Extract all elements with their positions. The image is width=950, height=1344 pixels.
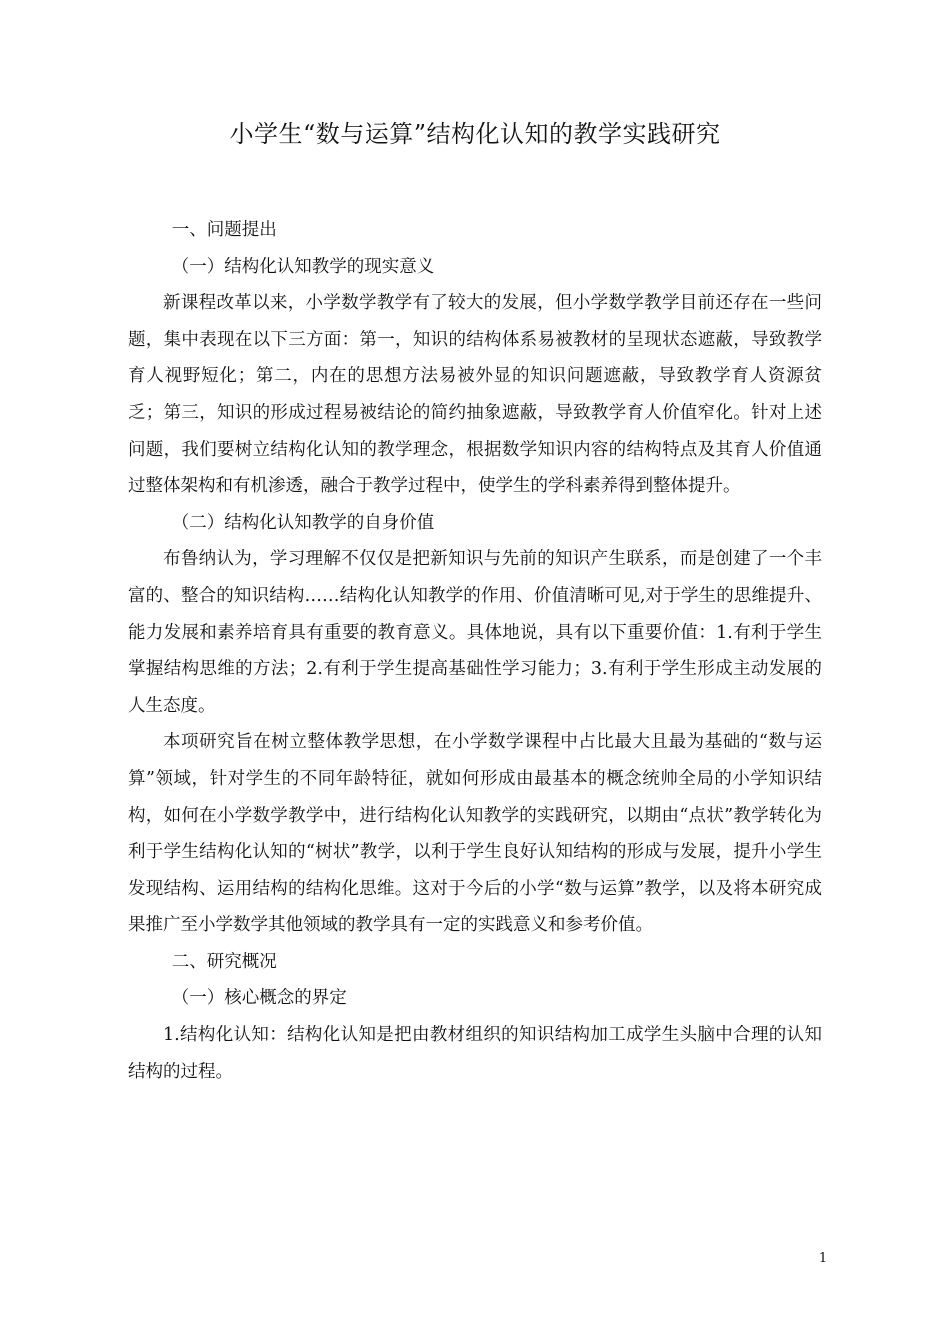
paragraph: 新课程改革以来，小学数学教学有了较大的发展，但小学数学教学目前还存在一些问题，集中表现在以下三方面：第一，知识的结构体系易被教材的呈现状态遮蔽，导致教学育人视野短化；第二，内在的思想方法易被外显的知识问题遮蔽，导致教学育人资源贫乏；第三，知识的形成过程易被结论的简约抽象遮蔽，导致教学育人价值窄化。针对上述问题，我们要树立结构化认知的教学理念，根据数学知识内容的结构特点及其育人价值通过整体架构和有机渗透，融合于教学过程中，使学生的学科素养得到整体提升。 bbox=[128, 293, 822, 497]
document-title: 小学生“数与运算”结构化认知的教学实践研究 bbox=[229, 120, 721, 148]
subsection-heading: （一）核心概念的界定 bbox=[171, 988, 347, 1009]
paragraph: 1.结构化认知：结构化认知是把由教材组织的知识结构加工成学生头脑中合理的认知结构的过程。 bbox=[128, 1025, 822, 1082]
page-number: 1 bbox=[818, 1251, 828, 1266]
section-heading: 二、研究概况 bbox=[171, 951, 277, 972]
paragraph: 本项研究旨在树立整体教学思想，在小学数学课程中占比最大且最为基础的“数与运算”领域，针对学生的不同年龄特征，就如何形成由最基本的概念统帅全局的小学知识结构，如何在小学数学教学中，进行结构化认知教学的实践研究，以期由“点状”教学转化为利于学生结构化认知的“树状”教学，以利于学生良好认知结构的形成与发展，提升小学生发现结构、运用结构的结构化思维。这对于今后的小学“数与运算”教学，以及将本研究成果推广至小学数学其他领域的教学具有一定的实践意义和参考价值。 bbox=[128, 732, 822, 936]
subsection-heading: （二）结构化认知教学的自身价值 bbox=[171, 512, 435, 533]
document-body bbox=[128, 212, 822, 1090]
subsection-heading: （一）结构化认知教学的现实意义 bbox=[171, 256, 435, 277]
section-heading: 一、问题提出 bbox=[171, 220, 277, 240]
paragraph: 布鲁纳认为，学习理解不仅仅是把新知识与先前的知识产生联系，而是创建了一个丰富的、整合的知识结构……结构化认知教学的作用、价值清晰可见,对于学生的思维提升、能力发展和素养培育具有重要的教育意义。具体地说，具有以下重要价值：1.有利于学生掌握结构思维的方法；2.有利于学生提高基础性学习能力；3.有利于学生形成主动发展的人生态度。 bbox=[128, 549, 822, 716]
